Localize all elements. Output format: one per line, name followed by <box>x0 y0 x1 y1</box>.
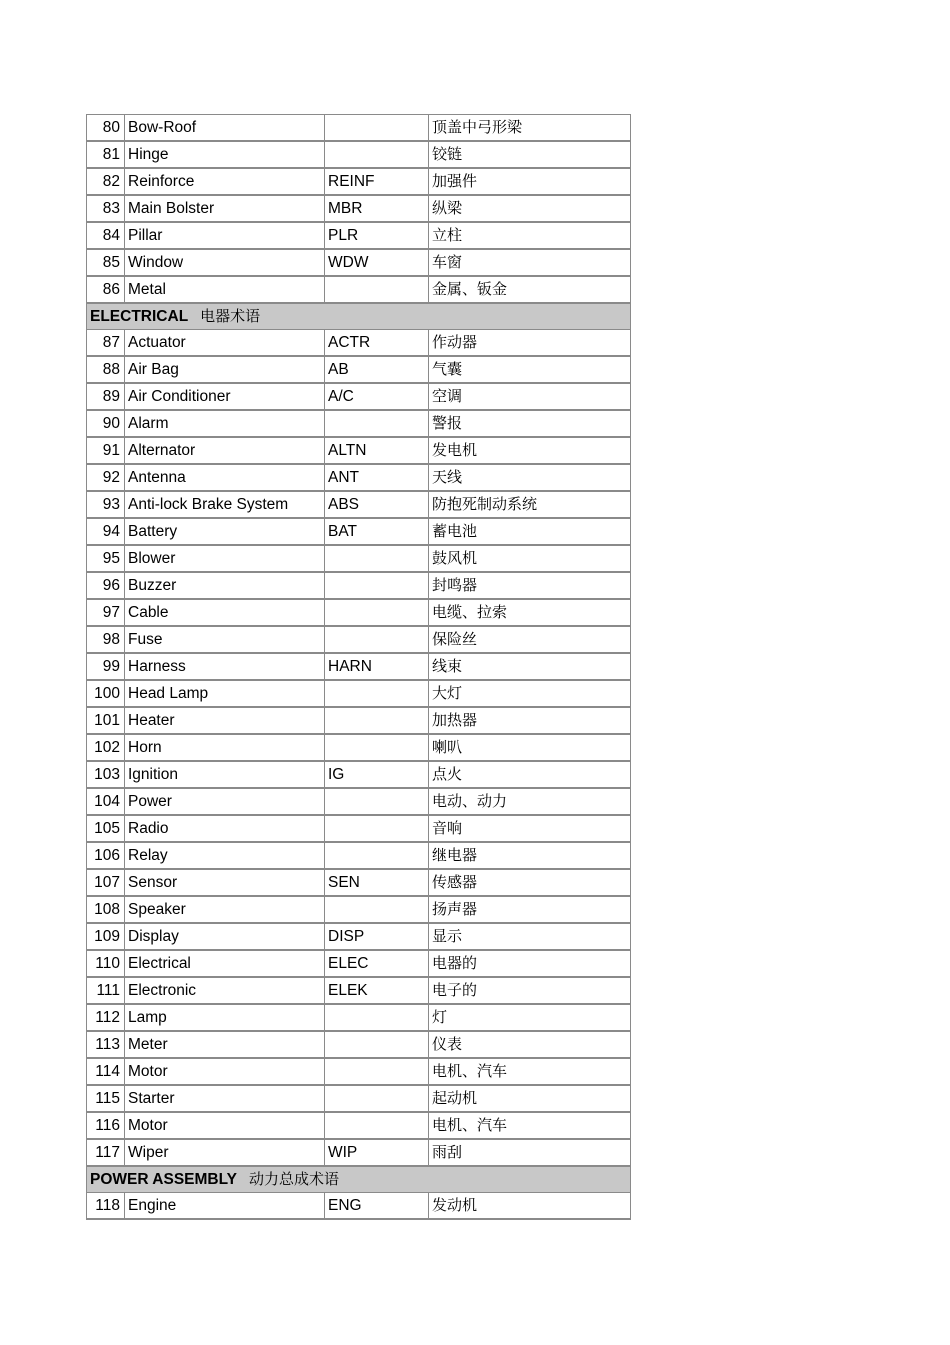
term-abbreviation <box>325 599 429 626</box>
term-english: Electrical <box>125 950 325 977</box>
term-number: 81 <box>87 141 125 168</box>
term-number: 107 <box>87 869 125 896</box>
table-row <box>87 977 631 1004</box>
term-chinese: 大灯 <box>429 680 631 707</box>
glossary-table <box>86 114 631 1220</box>
term-chinese: 发电机 <box>429 437 631 464</box>
term-english: Blower <box>125 545 325 572</box>
term-abbreviation <box>325 734 429 761</box>
term-chinese: 电缆、拉索 <box>429 599 631 626</box>
term-english: Battery <box>125 518 325 545</box>
term-number: 102 <box>87 734 125 761</box>
term-english: Electronic <box>125 977 325 1004</box>
term-abbreviation: PLR <box>325 222 429 249</box>
table-row <box>87 1058 631 1085</box>
term-number: 85 <box>87 249 125 276</box>
term-number: 114 <box>87 1058 125 1085</box>
table-row <box>87 572 631 599</box>
term-number: 113 <box>87 1031 125 1058</box>
term-number: 91 <box>87 437 125 464</box>
term-chinese: 扬声器 <box>429 896 631 923</box>
term-abbreviation <box>325 626 429 653</box>
table-row <box>87 1112 631 1139</box>
term-chinese: 加热器 <box>429 707 631 734</box>
table-row <box>87 383 631 410</box>
term-english: Lamp <box>125 1004 325 1031</box>
term-abbreviation: BAT <box>325 518 429 545</box>
table-row <box>87 653 631 680</box>
term-abbreviation: ENG <box>325 1193 429 1220</box>
term-abbreviation: ELEC <box>325 950 429 977</box>
term-number: 88 <box>87 356 125 383</box>
table-row <box>87 168 631 195</box>
term-english: Head Lamp <box>125 680 325 707</box>
term-english: Pillar <box>125 222 325 249</box>
term-chinese: 电子的 <box>429 977 631 1004</box>
term-chinese: 灯 <box>429 1004 631 1031</box>
term-abbreviation: ALTN <box>325 437 429 464</box>
term-english: Motor <box>125 1058 325 1085</box>
term-abbreviation <box>325 707 429 734</box>
term-english: Speaker <box>125 896 325 923</box>
table-row <box>87 491 631 518</box>
term-english: Reinforce <box>125 168 325 195</box>
term-english: Hinge <box>125 141 325 168</box>
glossary-body <box>87 115 631 1220</box>
term-english: Harness <box>125 653 325 680</box>
term-english: Engine <box>125 1193 325 1220</box>
section-title-en: ELECTRICAL <box>90 308 189 325</box>
term-english: Wiper <box>125 1139 325 1166</box>
table-row <box>87 115 631 142</box>
table-row <box>87 1193 631 1220</box>
term-chinese: 音响 <box>429 815 631 842</box>
term-english: Meter <box>125 1031 325 1058</box>
term-english: Bow-Roof <box>125 115 325 142</box>
term-number: 105 <box>87 815 125 842</box>
term-abbreviation <box>325 680 429 707</box>
table-row <box>87 437 631 464</box>
term-number: 118 <box>87 1193 125 1220</box>
term-english: Ignition <box>125 761 325 788</box>
table-row <box>87 222 631 249</box>
term-abbreviation <box>325 788 429 815</box>
table-row <box>87 141 631 168</box>
term-number: 87 <box>87 330 125 357</box>
term-number: 94 <box>87 518 125 545</box>
term-chinese: 电器的 <box>429 950 631 977</box>
term-chinese: 车窗 <box>429 249 631 276</box>
term-number: 110 <box>87 950 125 977</box>
table-row <box>87 464 631 491</box>
table-row <box>87 950 631 977</box>
term-number: 92 <box>87 464 125 491</box>
term-abbreviation: WIP <box>325 1139 429 1166</box>
term-abbreviation <box>325 1058 429 1085</box>
term-chinese: 立柱 <box>429 222 631 249</box>
table-row <box>87 626 631 653</box>
term-number: 90 <box>87 410 125 437</box>
term-number: 104 <box>87 788 125 815</box>
term-english: Power <box>125 788 325 815</box>
term-english: Heater <box>125 707 325 734</box>
term-english: Buzzer <box>125 572 325 599</box>
term-abbreviation <box>325 1085 429 1112</box>
term-english: Air Bag <box>125 356 325 383</box>
term-chinese: 防抱死制动系统 <box>429 491 631 518</box>
term-number: 103 <box>87 761 125 788</box>
term-abbreviation: SEN <box>325 869 429 896</box>
table-row <box>87 1139 631 1166</box>
table-row <box>87 195 631 222</box>
term-english: Starter <box>125 1085 325 1112</box>
term-abbreviation: ANT <box>325 464 429 491</box>
table-row <box>87 276 631 303</box>
term-number: 112 <box>87 1004 125 1031</box>
term-english: Display <box>125 923 325 950</box>
term-chinese: 传感器 <box>429 869 631 896</box>
table-row <box>87 1085 631 1112</box>
term-abbreviation: ABS <box>325 491 429 518</box>
term-abbreviation <box>325 410 429 437</box>
term-chinese: 空调 <box>429 383 631 410</box>
term-english: Cable <box>125 599 325 626</box>
section-header-row <box>87 303 631 330</box>
term-number: 99 <box>87 653 125 680</box>
term-abbreviation <box>325 1112 429 1139</box>
term-english: Relay <box>125 842 325 869</box>
table-row <box>87 330 631 357</box>
table-row <box>87 896 631 923</box>
term-number: 108 <box>87 896 125 923</box>
term-english: Window <box>125 249 325 276</box>
term-chinese: 保险丝 <box>429 626 631 653</box>
term-english: Actuator <box>125 330 325 357</box>
section-title-zh: 电器术语 <box>200 307 261 325</box>
term-abbreviation: ELEK <box>325 977 429 1004</box>
term-abbreviation <box>325 1031 429 1058</box>
term-english: Anti-lock Brake System <box>125 491 325 518</box>
term-english: Motor <box>125 1112 325 1139</box>
term-abbreviation: AB <box>325 356 429 383</box>
section-header-cell <box>87 303 631 330</box>
term-abbreviation <box>325 842 429 869</box>
term-number: 98 <box>87 626 125 653</box>
term-number: 117 <box>87 1139 125 1166</box>
term-number: 116 <box>87 1112 125 1139</box>
table-row <box>87 734 631 761</box>
term-abbreviation <box>325 1004 429 1031</box>
term-abbreviation <box>325 896 429 923</box>
term-number: 101 <box>87 707 125 734</box>
table-row <box>87 869 631 896</box>
term-abbreviation: WDW <box>325 249 429 276</box>
term-number: 93 <box>87 491 125 518</box>
term-number: 115 <box>87 1085 125 1112</box>
term-abbreviation <box>325 276 429 303</box>
term-abbreviation: ACTR <box>325 330 429 357</box>
term-english: Alternator <box>125 437 325 464</box>
term-abbreviation: MBR <box>325 195 429 222</box>
term-abbreviation <box>325 141 429 168</box>
term-number: 89 <box>87 383 125 410</box>
term-chinese: 电动、动力 <box>429 788 631 815</box>
table-row <box>87 410 631 437</box>
term-chinese: 警报 <box>429 410 631 437</box>
term-abbreviation <box>325 572 429 599</box>
section-title-en: POWER ASSEMBLY <box>90 1171 237 1188</box>
term-number: 83 <box>87 195 125 222</box>
term-chinese: 发动机 <box>429 1193 631 1220</box>
term-chinese: 加强件 <box>429 168 631 195</box>
term-english: Sensor <box>125 869 325 896</box>
term-chinese: 鼓风机 <box>429 545 631 572</box>
term-chinese: 蓄电池 <box>429 518 631 545</box>
term-number: 97 <box>87 599 125 626</box>
term-english: Antenna <box>125 464 325 491</box>
table-row <box>87 1031 631 1058</box>
term-abbreviation: A/C <box>325 383 429 410</box>
term-chinese: 点火 <box>429 761 631 788</box>
term-chinese: 金属、钣金 <box>429 276 631 303</box>
term-chinese: 电机、汽车 <box>429 1058 631 1085</box>
table-row <box>87 680 631 707</box>
table-row <box>87 842 631 869</box>
term-number: 86 <box>87 276 125 303</box>
term-abbreviation <box>325 815 429 842</box>
term-abbreviation <box>325 115 429 142</box>
term-number: 95 <box>87 545 125 572</box>
term-abbreviation: IG <box>325 761 429 788</box>
table-row <box>87 599 631 626</box>
table-row <box>87 707 631 734</box>
term-english: Air Conditioner <box>125 383 325 410</box>
table-row <box>87 249 631 276</box>
term-chinese: 继电器 <box>429 842 631 869</box>
term-chinese: 封鸣器 <box>429 572 631 599</box>
term-number: 100 <box>87 680 125 707</box>
term-chinese: 显示 <box>429 923 631 950</box>
term-chinese: 电机、汽车 <box>429 1112 631 1139</box>
term-english: Main Bolster <box>125 195 325 222</box>
term-chinese: 天线 <box>429 464 631 491</box>
term-chinese: 作动器 <box>429 330 631 357</box>
table-row <box>87 545 631 572</box>
term-english: Alarm <box>125 410 325 437</box>
term-chinese: 雨刮 <box>429 1139 631 1166</box>
table-row <box>87 356 631 383</box>
term-chinese: 仪表 <box>429 1031 631 1058</box>
term-number: 106 <box>87 842 125 869</box>
table-row <box>87 1004 631 1031</box>
section-header-row <box>87 1166 631 1193</box>
term-english: Fuse <box>125 626 325 653</box>
term-number: 111 <box>87 977 125 1004</box>
term-chinese: 线束 <box>429 653 631 680</box>
term-number: 84 <box>87 222 125 249</box>
term-abbreviation: HARN <box>325 653 429 680</box>
term-english: Metal <box>125 276 325 303</box>
term-abbreviation: REINF <box>325 168 429 195</box>
term-number: 80 <box>87 115 125 142</box>
term-chinese: 顶盖中弓形梁 <box>429 115 631 142</box>
term-chinese: 起动机 <box>429 1085 631 1112</box>
term-chinese: 气囊 <box>429 356 631 383</box>
table-row <box>87 788 631 815</box>
term-abbreviation <box>325 545 429 572</box>
section-title-zh: 动力总成术语 <box>249 1170 340 1188</box>
table-row <box>87 815 631 842</box>
term-chinese: 纵梁 <box>429 195 631 222</box>
table-row <box>87 761 631 788</box>
term-english: Horn <box>125 734 325 761</box>
term-english: Radio <box>125 815 325 842</box>
term-number: 109 <box>87 923 125 950</box>
table-row <box>87 518 631 545</box>
term-number: 82 <box>87 168 125 195</box>
table-row <box>87 923 631 950</box>
section-header-cell <box>87 1166 631 1193</box>
term-abbreviation: DISP <box>325 923 429 950</box>
term-chinese: 喇叭 <box>429 734 631 761</box>
term-number: 96 <box>87 572 125 599</box>
term-chinese: 铰链 <box>429 141 631 168</box>
